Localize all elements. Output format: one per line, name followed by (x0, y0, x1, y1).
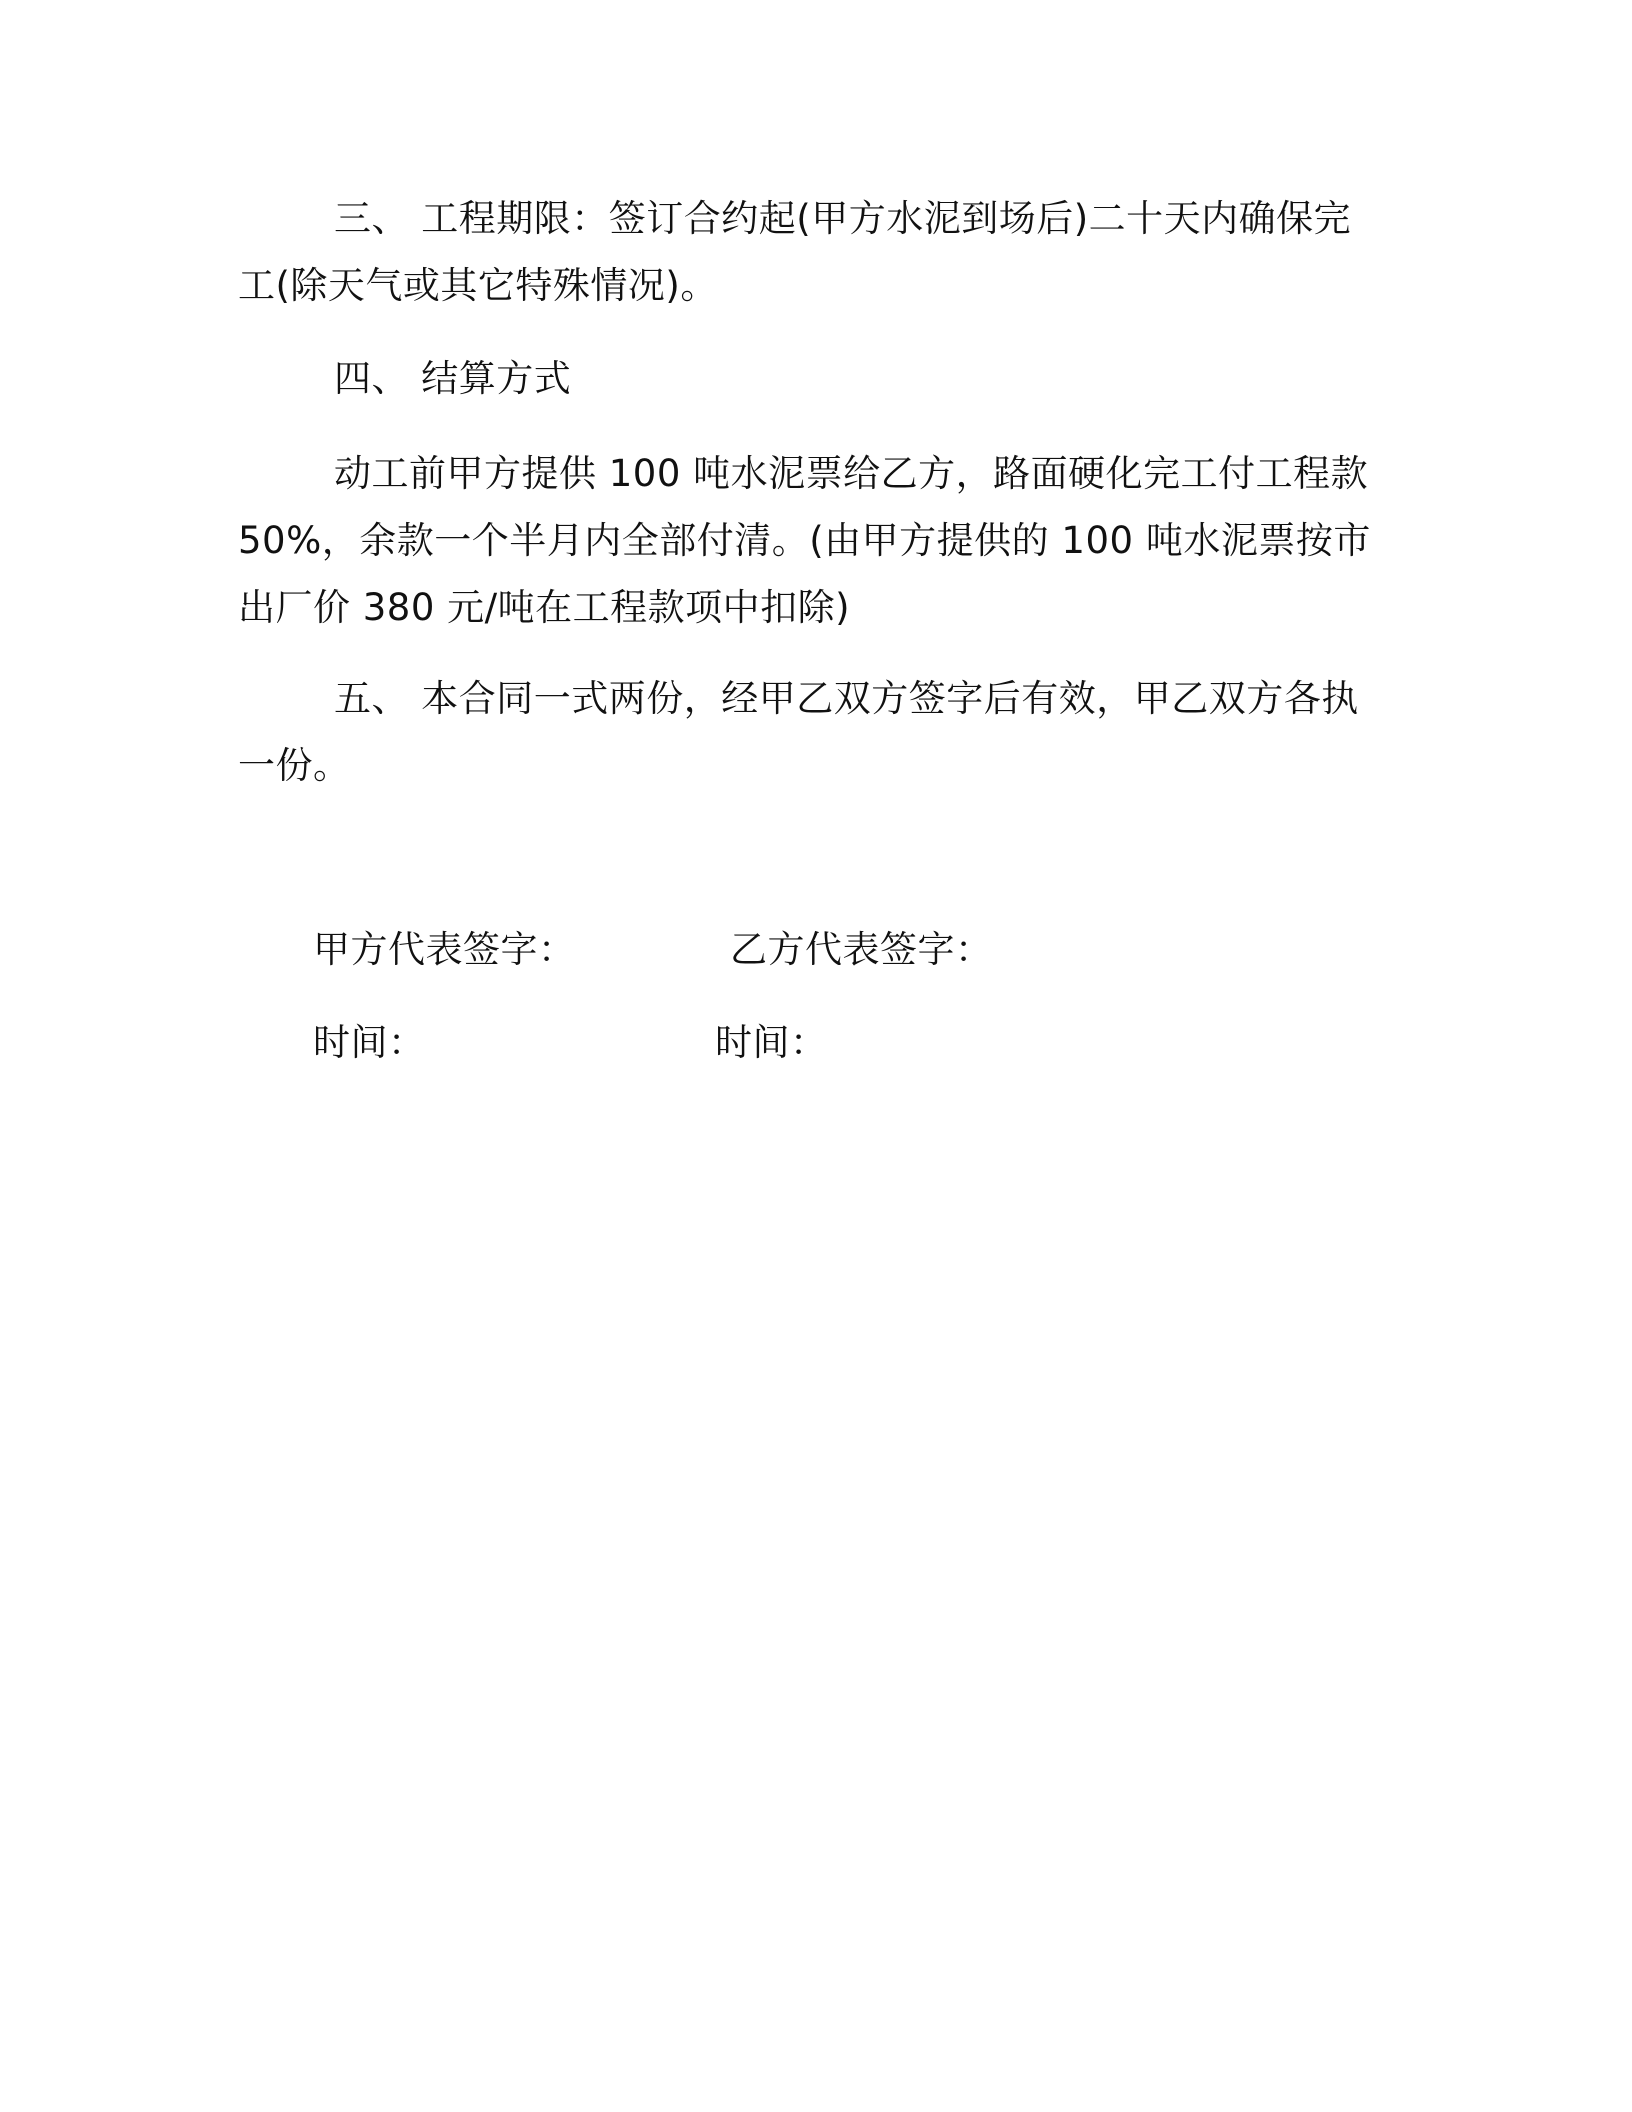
party-b-signature-label: 乙方代表签字： (730, 928, 993, 971)
clause-4-heading-settlement: 四、 结算方式 (334, 357, 572, 400)
clause-4-settlement-body: 动工前甲方提供 100 吨水泥票给乙方，路面硬化完工付工程款 50%，余款一个半月内全部付清。(由甲方提供的 100 吨水泥票按市出厂价 380 元/吨在工程款项中扣除) (238, 452, 1371, 629)
party-a-time-label: 时间： (313, 1021, 426, 1064)
party-b-time-label: 时间： (715, 1021, 828, 1064)
clause-3-project-term: 三、 工程期限：签订合约起(甲方水泥到场后)二十天内确保完工(除天气或其它特殊情况)。 (238, 197, 1352, 307)
party-a-signature-label: 甲方代表签字： (313, 928, 576, 971)
clause-5-copies: 五、 本合同一式两份，经甲乙双方签字后有效，甲乙双方各执一份。 (238, 677, 1359, 787)
